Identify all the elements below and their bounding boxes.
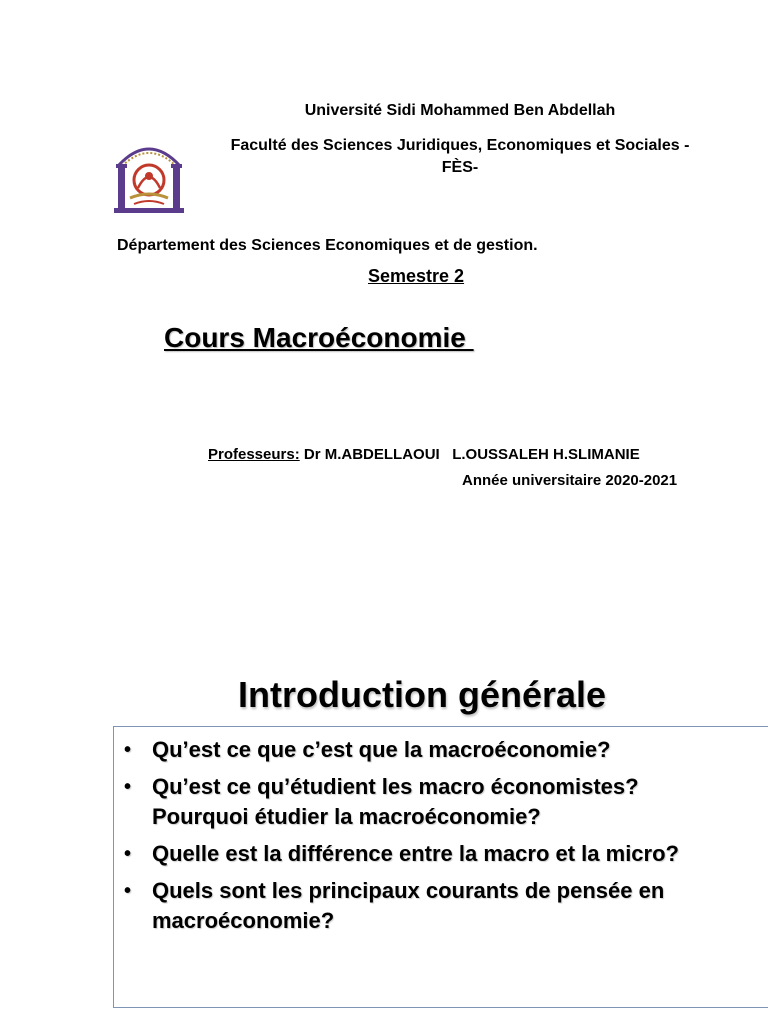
professors-line (208, 445, 640, 465)
course-title: Cours Macroéconomie (164, 322, 474, 353)
bullet-icon: • (124, 880, 132, 902)
faculty-name (190, 135, 730, 179)
questions-list (124, 735, 768, 943)
bullet-icon: • (124, 776, 132, 798)
semester-label: Semestre 2 (368, 266, 465, 286)
list-item-line: Qu’est ce qu’étudient les macro économistes? (152, 774, 639, 799)
faculty-name-line1: Faculté des Sciences Juridiques, Economiques et Sociales - (230, 137, 690, 154)
list-item-line: Quels sont les principaux courants de pensée en (152, 878, 665, 903)
list-item (124, 772, 768, 832)
list-item (124, 839, 768, 869)
introduction-slide (0, 640, 768, 1024)
bullet-icon: • (124, 739, 132, 761)
introduction-title: Introduction générale (238, 674, 607, 715)
professors-names: Dr M.ABDELLAOUI L.OUSSALEH H.SLIMANIE (299, 446, 640, 463)
academic-year: Année universitaire 2020-2021 (462, 472, 678, 489)
list-item (124, 735, 768, 765)
professors-label: Professeurs: (208, 446, 300, 463)
questions-box (113, 726, 768, 1008)
list-item-line: Qu’est ce que c’est que la macroéconomie? (152, 737, 611, 762)
department-name: Département des Sciences Economiques et de gestion. (117, 237, 538, 254)
faculty-name-line2: FÈS- (441, 159, 479, 176)
list-item-line: Quelle est la différence entre la macro et la micro? (152, 841, 679, 866)
list-item (124, 876, 768, 936)
university-logo-icon (112, 136, 186, 216)
university-name: Université Sidi Mohammed Ben Abdellah (304, 102, 616, 119)
list-item-line: macroéconomie? (152, 908, 335, 933)
bullet-icon: • (124, 843, 132, 865)
list-item-line: Pourquoi étudier la macroéconomie? (152, 804, 541, 829)
